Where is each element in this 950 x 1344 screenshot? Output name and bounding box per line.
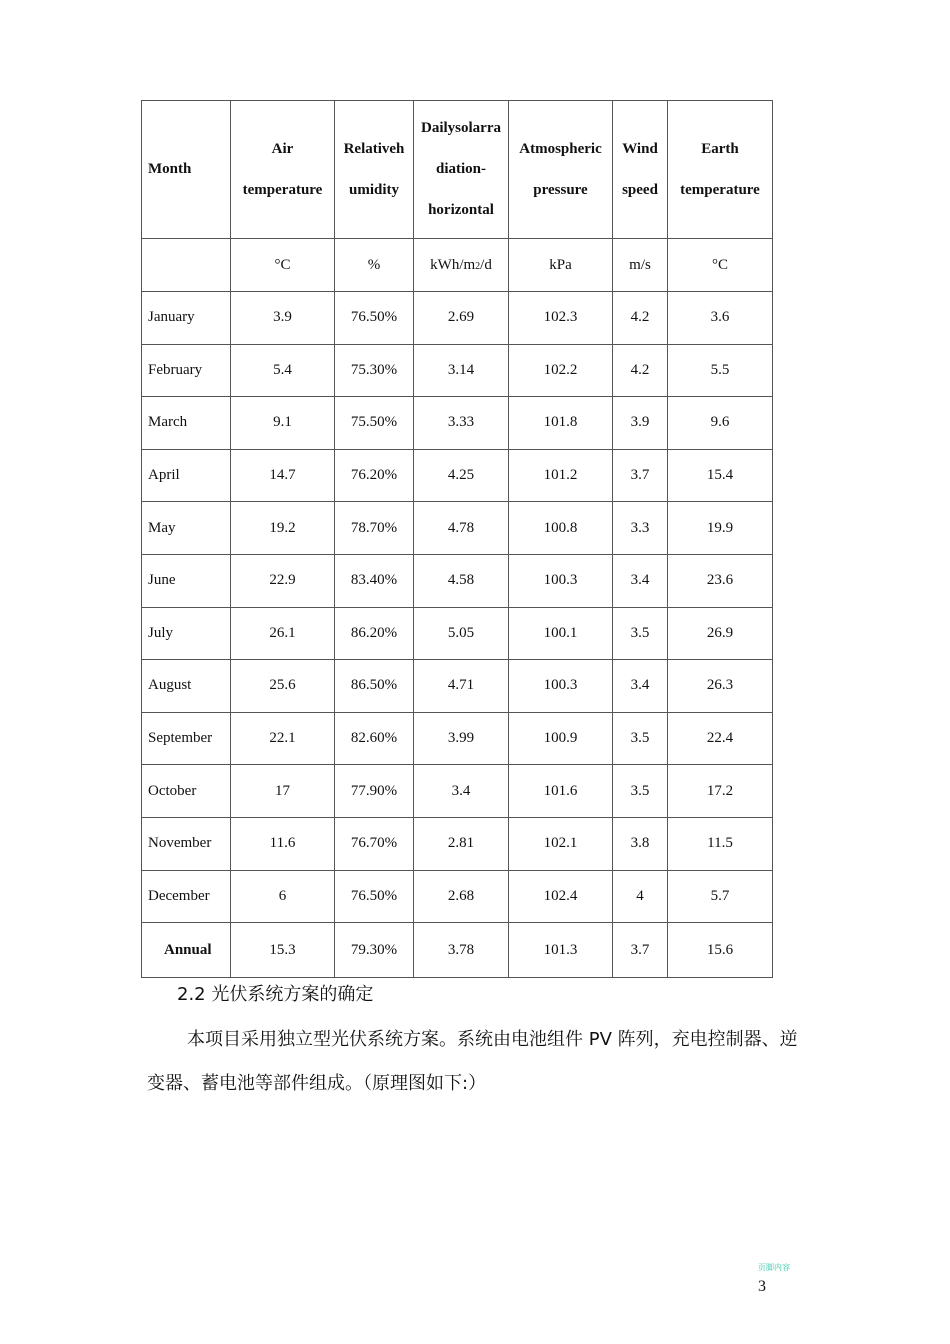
header-relative-humidity: Relativeh umidity	[335, 101, 414, 239]
table-cell: 15.3	[231, 923, 335, 978]
table-cell: 102.4	[509, 870, 613, 923]
table-row	[142, 765, 773, 818]
table-row	[142, 554, 773, 607]
table-cell: 15.6	[668, 923, 773, 978]
table-cell: 4.78	[414, 502, 509, 555]
table-row	[142, 817, 773, 870]
table-cell: 3.3	[613, 502, 668, 555]
table-cell: 3.9	[613, 397, 668, 450]
table-cell: 9.1	[231, 397, 335, 450]
header-air-temperature: Air temperature	[231, 101, 335, 239]
table-cell: 75.50%	[335, 397, 414, 450]
table-cell: 76.70%	[335, 817, 414, 870]
table-cell: 3.4	[613, 660, 668, 713]
table-cell: 25.6	[231, 660, 335, 713]
table-cell: 22.4	[668, 712, 773, 765]
month-cell: October	[142, 765, 231, 818]
table-row	[142, 502, 773, 555]
units-row	[142, 239, 773, 292]
month-cell: Annual	[142, 923, 231, 978]
table-row	[142, 344, 773, 397]
month-cell: February	[142, 344, 231, 397]
month-cell: April	[142, 449, 231, 502]
header-daily-solar-radiation: Dailysolarra diation- horizontal	[414, 101, 509, 239]
unit-cell: °C	[668, 239, 773, 292]
table-cell: 100.3	[509, 660, 613, 713]
table-cell: 100.9	[509, 712, 613, 765]
unit-cell: m/s	[613, 239, 668, 292]
table-cell: 100.8	[509, 502, 613, 555]
table-cell: 102.2	[509, 344, 613, 397]
table-cell: 11.5	[668, 817, 773, 870]
month-cell: May	[142, 502, 231, 555]
table-cell: 3.7	[613, 449, 668, 502]
header-wind-speed: Wind speed	[613, 101, 668, 239]
table-cell: 76.50%	[335, 292, 414, 345]
page-number: 3	[758, 1278, 766, 1295]
table-cell: 3.78	[414, 923, 509, 978]
table-cell: 4.2	[613, 292, 668, 345]
table-cell: 3.99	[414, 712, 509, 765]
month-cell: July	[142, 607, 231, 660]
table-row	[142, 449, 773, 502]
table-cell: 2.81	[414, 817, 509, 870]
header-row	[142, 101, 773, 239]
table-cell: 6	[231, 870, 335, 923]
table-cell: 3.5	[613, 765, 668, 818]
climate-table	[141, 100, 773, 978]
section-heading: 2.2 光伏系统方案的确定	[177, 984, 374, 1005]
month-cell: March	[142, 397, 231, 450]
table-cell: 75.30%	[335, 344, 414, 397]
table-cell: 3.4	[613, 554, 668, 607]
table-cell: 3.5	[613, 607, 668, 660]
table-cell: 101.3	[509, 923, 613, 978]
table-cell: 4	[613, 870, 668, 923]
table-cell: 86.20%	[335, 607, 414, 660]
table-cell: 101.8	[509, 397, 613, 450]
table-cell: 26.9	[668, 607, 773, 660]
table-cell: 19.9	[668, 502, 773, 555]
table-cell: 100.1	[509, 607, 613, 660]
table-cell: 102.3	[509, 292, 613, 345]
table-cell: 4.25	[414, 449, 509, 502]
month-cell: January	[142, 292, 231, 345]
table-cell: 22.9	[231, 554, 335, 607]
month-cell: August	[142, 660, 231, 713]
header-month: Month	[142, 101, 231, 239]
table-cell: 79.30%	[335, 923, 414, 978]
table-cell: 15.4	[668, 449, 773, 502]
month-cell: November	[142, 817, 231, 870]
footer-note: 页脚内容	[758, 1263, 790, 1272]
unit-cell	[142, 239, 231, 292]
table-cell: 78.70%	[335, 502, 414, 555]
table-cell: 17.2	[668, 765, 773, 818]
header-earth-temperature: Earth temperature	[668, 101, 773, 239]
table-cell: 26.3	[668, 660, 773, 713]
table-cell: 4.2	[613, 344, 668, 397]
table-cell: 11.6	[231, 817, 335, 870]
table-cell: 86.50%	[335, 660, 414, 713]
body-paragraph: 本项目采用独立型光伏系统方案。系统由电池组件 PV 阵列，充电控制器、逆变器、蓄电池等部件组成。（原理图如下:）	[147, 1029, 798, 1094]
table-cell: 76.50%	[335, 870, 414, 923]
table-cell: 3.6	[668, 292, 773, 345]
table-cell: 4.58	[414, 554, 509, 607]
table-cell: 23.6	[668, 554, 773, 607]
table-cell: 2.69	[414, 292, 509, 345]
table-cell: 3.4	[414, 765, 509, 818]
table-cell: 9.6	[668, 397, 773, 450]
table-cell: 3.14	[414, 344, 509, 397]
table-cell: 82.60%	[335, 712, 414, 765]
table-cell: 5.4	[231, 344, 335, 397]
table-cell: 76.20%	[335, 449, 414, 502]
table-row	[142, 660, 773, 713]
table-cell: 102.1	[509, 817, 613, 870]
table-cell: 3.33	[414, 397, 509, 450]
table-cell: 101.2	[509, 449, 613, 502]
table-cell: 3.8	[613, 817, 668, 870]
table-cell: 5.5	[668, 344, 773, 397]
table-cell: 3.5	[613, 712, 668, 765]
month-cell: December	[142, 870, 231, 923]
table-row	[142, 870, 773, 923]
table-cell: 3.7	[613, 923, 668, 978]
unit-cell: °C	[231, 239, 335, 292]
table-cell: 100.3	[509, 554, 613, 607]
table-cell: 26.1	[231, 607, 335, 660]
table-cell: 19.2	[231, 502, 335, 555]
table-row	[142, 292, 773, 345]
month-cell: September	[142, 712, 231, 765]
table-cell: 2.68	[414, 870, 509, 923]
table-row	[142, 397, 773, 450]
header-atmospheric-pressure: Atmospheric pressure	[509, 101, 613, 239]
annual-row	[142, 923, 773, 978]
table-row	[142, 712, 773, 765]
table-cell: 3.9	[231, 292, 335, 345]
table-cell: 4.71	[414, 660, 509, 713]
month-cell: June	[142, 554, 231, 607]
table-cell: 77.90%	[335, 765, 414, 818]
table-cell: 5.05	[414, 607, 509, 660]
unit-cell-radiation: kWh/m2/d	[414, 239, 509, 292]
table-cell: 83.40%	[335, 554, 414, 607]
unit-cell: %	[335, 239, 414, 292]
table-cell: 14.7	[231, 449, 335, 502]
table-row	[142, 607, 773, 660]
table-cell: 17	[231, 765, 335, 818]
unit-cell: kPa	[509, 239, 613, 292]
table-cell: 5.7	[668, 870, 773, 923]
table-cell: 101.6	[509, 765, 613, 818]
table-cell: 22.1	[231, 712, 335, 765]
